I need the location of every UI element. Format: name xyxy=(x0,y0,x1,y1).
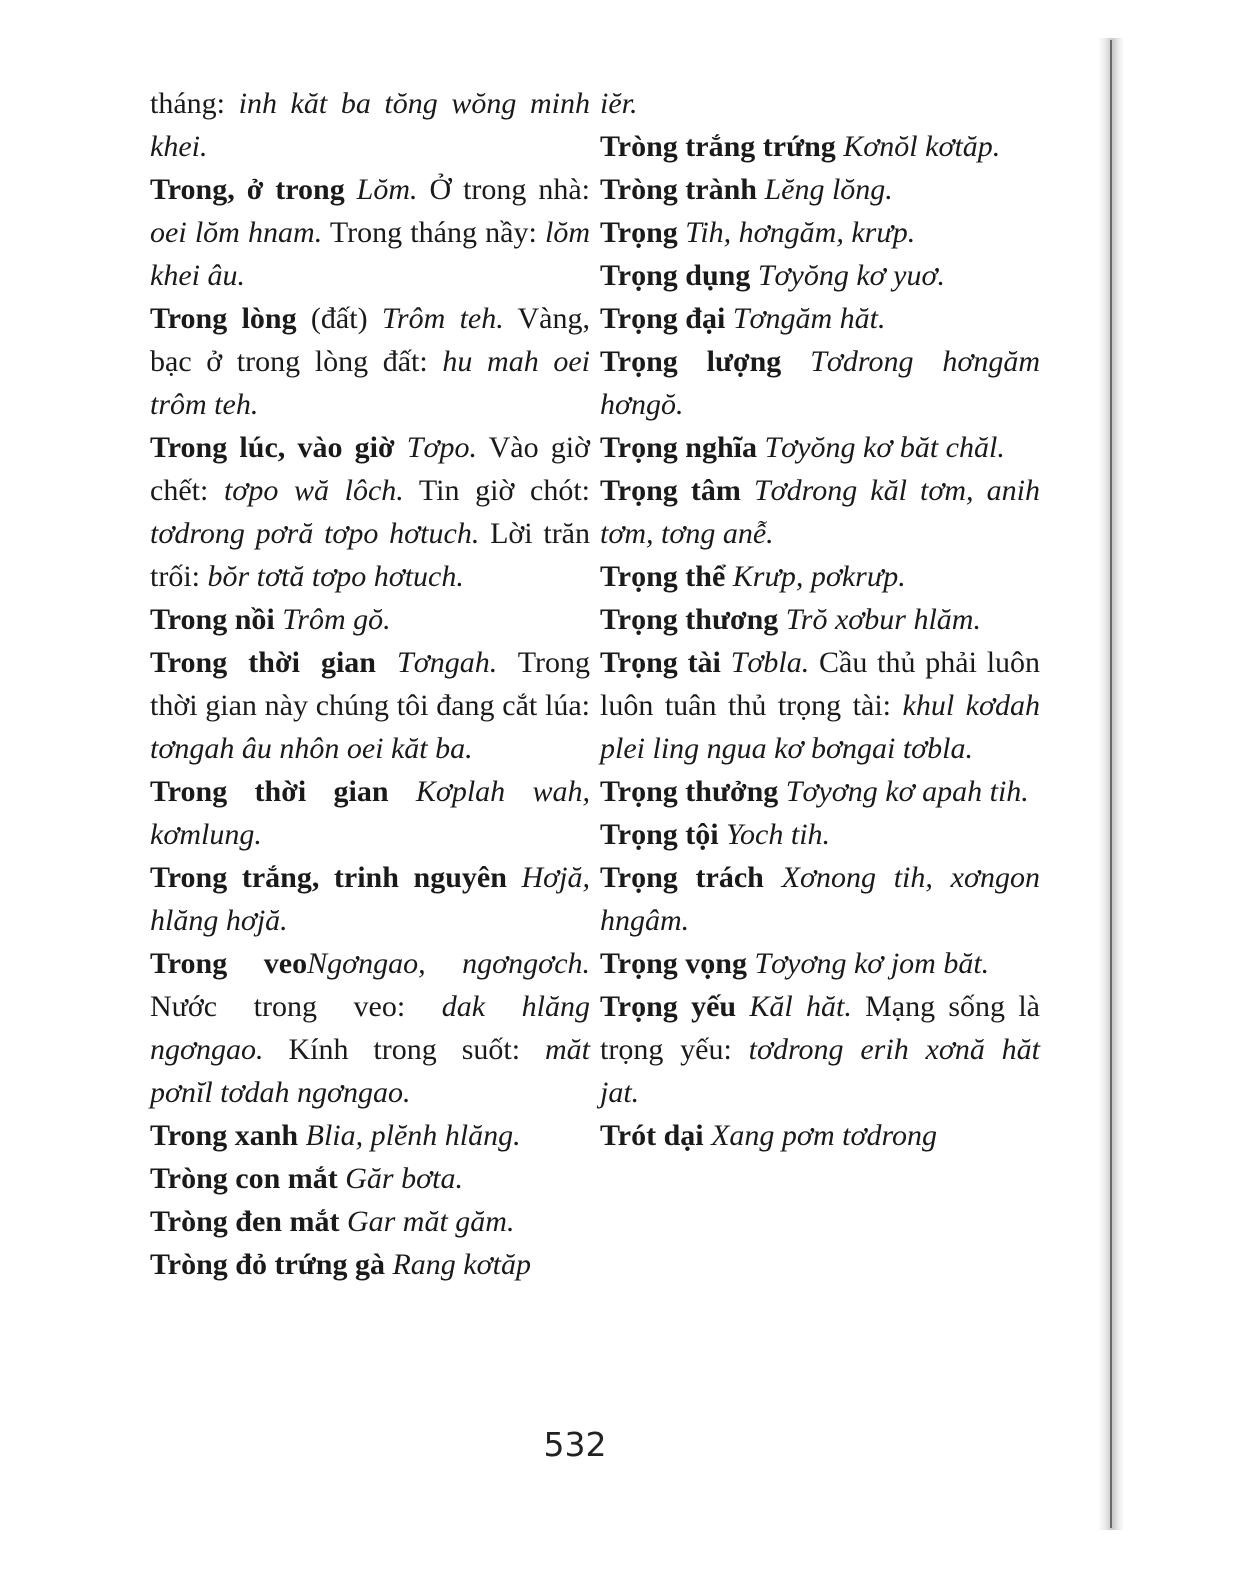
headword: Trọng tâm xyxy=(600,474,741,507)
translation: Kăl hăt. xyxy=(749,990,852,1023)
translation: Yoch tih. xyxy=(726,818,831,851)
left-column xyxy=(150,82,590,1286)
headword: Trọng tội xyxy=(600,818,719,851)
translation: inh kăt ba tŏng wŏng minh khei. xyxy=(150,87,590,163)
example: Lời trăn trối: xyxy=(150,517,591,593)
translation: Blia, plĕnh hlăng. xyxy=(305,1119,521,1152)
example-translation: oei lŏm hnam. xyxy=(150,216,323,249)
example-translation: hu mah oei trôm teh. xyxy=(150,345,591,421)
headword: Trọng nghĩa xyxy=(600,431,757,464)
entry-15 xyxy=(600,942,1040,985)
headword: Trong thời gian xyxy=(150,775,389,808)
translation: Tơpo. xyxy=(406,431,477,464)
entry-6 xyxy=(150,770,590,856)
example-translation: khul kơdah plei ling ngua kơ bơngai tơbla. xyxy=(600,689,1040,765)
example-translation: lŏm khei âu. xyxy=(150,216,591,292)
entry-10 xyxy=(600,598,1040,641)
example: Trong tháng nầy: xyxy=(329,216,537,249)
headword: Trọng thể xyxy=(600,560,726,593)
headword: Tròng đen mắt xyxy=(150,1205,340,1238)
translation: Trôm teh. xyxy=(381,302,504,335)
headword: Trọng lượng xyxy=(600,345,782,378)
entry-5 xyxy=(600,297,1040,340)
translation: Tơngăm hăt. xyxy=(732,302,886,335)
entry-4 xyxy=(150,598,590,641)
translation: Tơdrong hơngăm hơngŏ. xyxy=(600,345,1041,421)
translation: Tơngah. xyxy=(397,646,498,679)
entry-2 xyxy=(600,168,1040,211)
entry-11 xyxy=(600,641,1040,770)
translation: Xang pơm tơdrong xyxy=(711,1119,938,1152)
headword: Trọng dụng xyxy=(600,259,751,292)
example-translation: tơngah âu nhôn oei kăt ba. xyxy=(150,732,473,765)
lead-text: tháng: xyxy=(150,87,239,120)
example: Trong thời gian này chúng tôi đang cắt lúa: xyxy=(150,646,590,722)
translation: Tơdrong kăl tơm, anih tơm, tơng anễ. xyxy=(600,474,1040,550)
entry-11 xyxy=(150,1200,590,1243)
example-translation: tơpo wă lôch. xyxy=(223,474,404,507)
translation: Kơnŏl kơtăp. xyxy=(843,130,1001,163)
translation: Tơbla. xyxy=(730,646,810,679)
entry-13 xyxy=(600,813,1040,856)
translation: Tih, hơngăm, krưp. xyxy=(685,216,916,249)
translation: Lĕng lŏng. xyxy=(764,173,893,206)
translation: Lŏm. xyxy=(356,173,418,206)
entry-0 xyxy=(150,82,590,168)
example: Kính trong suốt: xyxy=(288,1033,521,1066)
entry-7 xyxy=(600,426,1040,469)
page-edge-line xyxy=(1110,40,1112,1528)
headword: Trọng thương xyxy=(600,603,779,636)
translation: Xơnong tih, xơngon hngâm. xyxy=(600,861,1040,937)
translation: Hơjă, hlăng hơjă. xyxy=(150,861,590,937)
headword: Trọng trách xyxy=(600,861,764,894)
page-number: 532 xyxy=(543,1425,607,1464)
example-translation: măt pơnĭl tơdah ngơngao. xyxy=(150,1033,590,1109)
example: Nước trong veo: xyxy=(150,990,406,1023)
headword: Trong thời gian xyxy=(150,646,376,679)
translation: Tơyŏng kơ băt chăl. xyxy=(764,431,1005,464)
example: Mạng sống là trọng yếu: xyxy=(600,990,1040,1066)
translation: Tơyơng kơ apah tih. xyxy=(785,775,1029,808)
headword: Trọng thưởng xyxy=(600,775,779,808)
example-translation: tơdrong erih xơnă hăt jat. xyxy=(600,1033,1040,1109)
entry-1 xyxy=(600,125,1040,168)
note: (đất) xyxy=(310,302,368,335)
translation: Trŏ xơbur hlăm. xyxy=(785,603,981,636)
translation: Gar măt găm. xyxy=(346,1205,515,1238)
headword: Trong trắng, trinh nguyên xyxy=(150,861,507,894)
headword: Trót dại xyxy=(600,1119,704,1152)
translation: Kơplah wah, kơmlung. xyxy=(150,775,590,851)
entry-6 xyxy=(600,340,1040,426)
translation: Ngơngao, ngơngơch. xyxy=(307,947,591,980)
entry-3 xyxy=(600,211,1040,254)
entry-0 xyxy=(600,82,1040,125)
entry-12 xyxy=(600,770,1040,813)
translation: iĕr. xyxy=(600,87,638,120)
headword: Trong lúc, vào giờ xyxy=(150,431,395,464)
translation: Găr bơta. xyxy=(345,1162,463,1195)
entry-1 xyxy=(150,168,590,297)
entry-16 xyxy=(600,985,1040,1114)
headword: Trọng đại xyxy=(600,302,726,335)
entry-14 xyxy=(600,856,1040,942)
entry-17 xyxy=(600,1114,1040,1157)
example-translation: bŏr tơtă tơpo hơtuch. xyxy=(207,560,464,593)
example: Vàng, bạc ở trong lòng đất: xyxy=(150,302,590,378)
translation: Krưp, pơkrưp. xyxy=(732,560,906,593)
translation: Rang kơtăp xyxy=(392,1248,531,1281)
entry-4 xyxy=(600,254,1040,297)
translation: Tơyơng kơ jom băt. xyxy=(754,947,990,980)
headword: Trong veo xyxy=(150,947,308,980)
example: Tin giờ chót: xyxy=(418,474,590,507)
translation: Trôm gŏ. xyxy=(282,603,391,636)
example-translation: tơdrong pơră tơpo hơtuch. xyxy=(150,517,480,550)
headword: Trọng yếu xyxy=(600,990,737,1023)
entry-12 xyxy=(150,1243,590,1286)
entry-8 xyxy=(600,469,1040,555)
example: Cầu thủ phải luôn luôn tuân thủ trọng tài: xyxy=(600,646,1041,722)
headword: Trong, ở trong xyxy=(150,173,345,206)
headword: Tròng trắng trứng xyxy=(600,130,836,163)
entry-9 xyxy=(150,1114,590,1157)
translation: Tơyŏng kơ yuơ. xyxy=(757,259,946,292)
entry-10 xyxy=(150,1157,590,1200)
example: Ở trong nhà: xyxy=(429,173,591,206)
headword: Trong nồi xyxy=(150,603,275,636)
headword: Trọng xyxy=(600,216,678,249)
right-column xyxy=(600,82,1040,1157)
headword: Tròng đỏ trứng gà xyxy=(150,1248,385,1281)
headword: Tròng trành xyxy=(600,173,757,206)
entry-2 xyxy=(150,297,590,426)
entry-5 xyxy=(150,641,590,770)
entry-9 xyxy=(600,555,1040,598)
entry-7 xyxy=(150,856,590,942)
headword: Trong xanh xyxy=(150,1119,299,1152)
headword: Trong lòng xyxy=(150,302,297,335)
headword: Trọng tài xyxy=(600,646,721,679)
entry-3 xyxy=(150,426,590,598)
example: Vào giờ chết: xyxy=(150,431,590,507)
example-translation: dak hlăng ngơngao. xyxy=(150,990,590,1066)
headword: Trọng vọng xyxy=(600,947,747,980)
headword: Tròng con mắt xyxy=(150,1162,338,1195)
entry-8 xyxy=(150,942,590,1114)
